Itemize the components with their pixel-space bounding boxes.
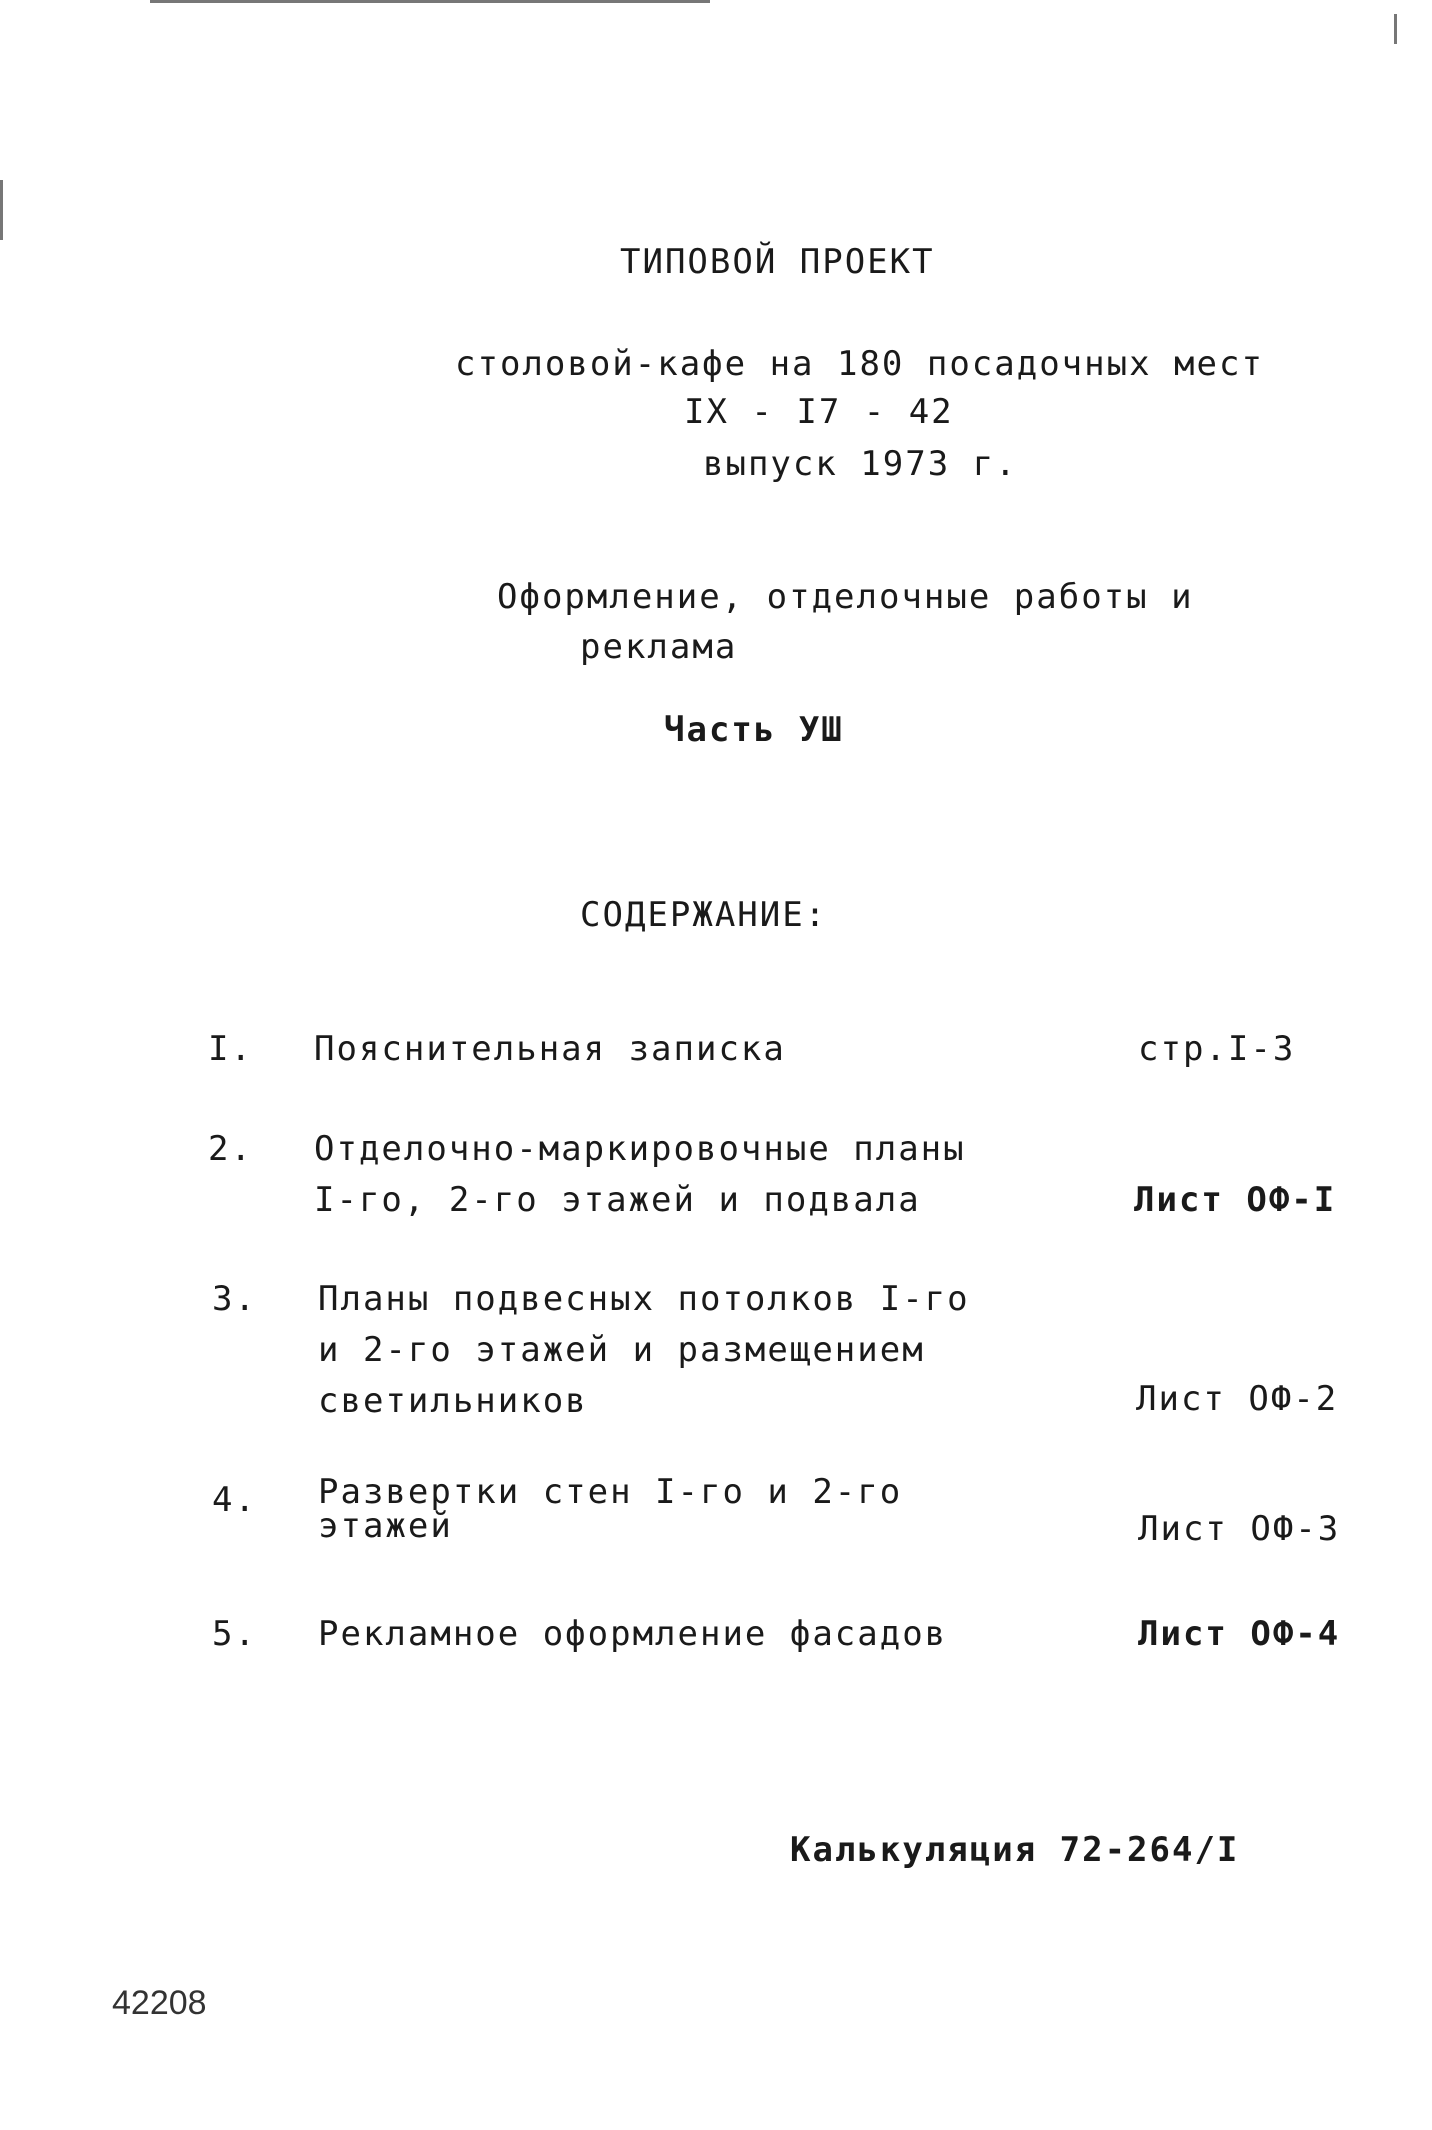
toc-item-reference: Лист ОФ-3: [1138, 1509, 1341, 1549]
contents-heading: СОДЕРЖАНИЕ:: [580, 895, 828, 935]
scan-mark-top: [150, 0, 710, 3]
toc-item-text: Пояснительная записка: [314, 1029, 786, 1069]
toc-item-reference: Лист ОФ-4: [1138, 1614, 1341, 1654]
toc-item-reference: Лист ОФ-I: [1134, 1180, 1337, 1220]
toc-item-text: Планы подвесных потолков I-го и 2-го этажей и размещением светильников: [318, 1279, 970, 1421]
document-title: ТИПОВОЙ ПРОЕКТ: [620, 242, 935, 282]
toc-item-number: 2.: [208, 1129, 253, 1169]
toc-item-number: 4.: [212, 1480, 257, 1520]
toc-item-number: I.: [208, 1029, 253, 1069]
toc-item-reference: стр.I-3: [1138, 1029, 1296, 1069]
section-title-line1: Оформление, отделочные работы и: [497, 577, 1194, 617]
scan-mark-right: [1394, 14, 1397, 44]
toc-item-number: 5.: [212, 1614, 257, 1654]
part-number: Часть УШ: [664, 710, 844, 750]
toc-item-text: Рекламное оформление фасадов: [318, 1614, 948, 1654]
scan-mark-left: [0, 180, 3, 240]
calculation-reference: Калькуляция 72-264/I: [790, 1830, 1240, 1870]
toc-item-reference: Лист ОФ-2: [1136, 1379, 1339, 1419]
project-code: IX - I7 - 42: [684, 392, 954, 432]
issue-year: выпуск 1973 г.: [703, 444, 1018, 484]
toc-item-text: Отделочно-маркировочные планы I-го, 2-го этажей и подвала: [314, 1129, 966, 1220]
toc-item-number: 3.: [212, 1279, 257, 1319]
toc-item-text: Развертки стен I-го и 2-го этажей: [318, 1472, 903, 1546]
section-title-line2: реклама: [580, 627, 738, 667]
archive-number: 42208: [112, 1984, 207, 2022]
project-subtitle: столовой-кафе на 180 посадочных мест: [455, 344, 1264, 384]
